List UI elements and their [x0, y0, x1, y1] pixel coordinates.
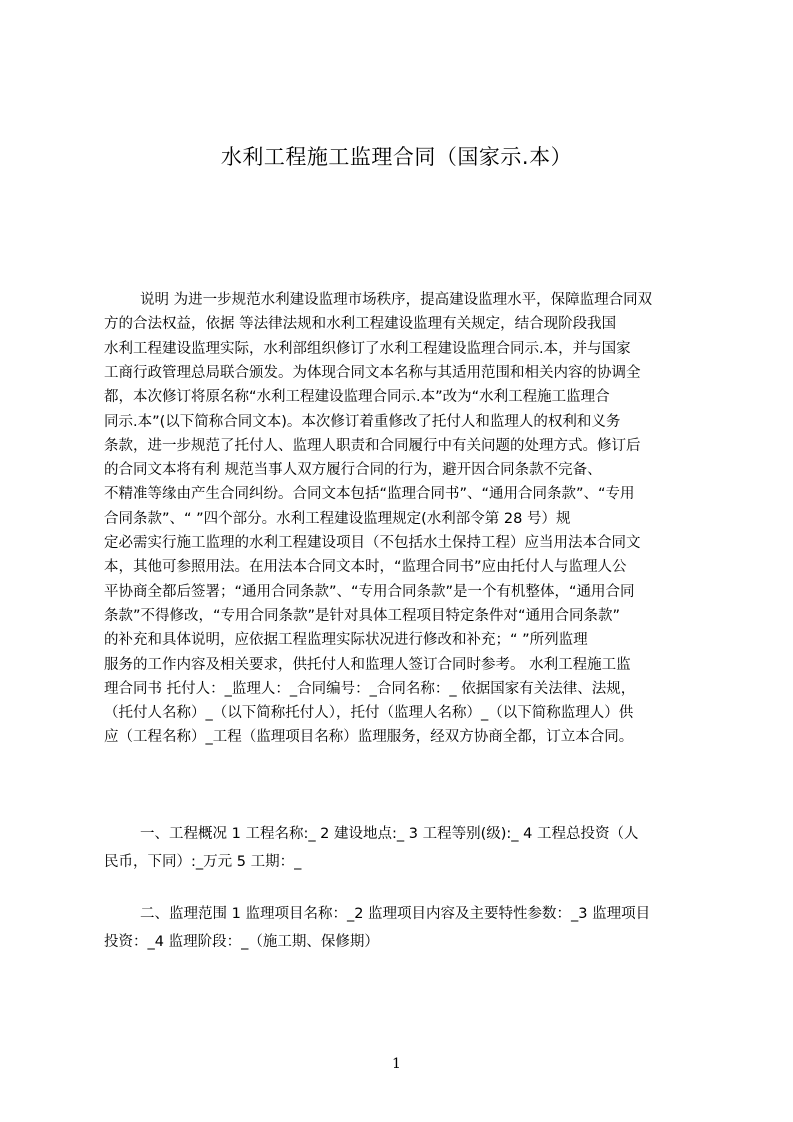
text-line: 合同条款”、“ ”四个部分。水利工程建设监理规定(水利部令第 28 号）规 [104, 510, 571, 527]
text-line: 的补充和具体说明，应依据工程监理实际状况进行修改和补充；“ ”所列监理 [104, 632, 588, 649]
text-line: 水利工程建设监理实际，水利部组织修订了水利工程建设监理合同示.本，并与国家 [104, 340, 631, 357]
text-line: （托付人名称）_（以下简称托付人），托付（监理人名称）_（以下简称监理人）供 [104, 705, 634, 722]
document-title: 水利工程施工监理合同（国家示.本） [220, 145, 573, 169]
text-line: 说明 为进一步规范水利建设监理市场秩序，提高建设监理水平，保障监理合同双 [140, 292, 653, 308]
text-line: 平协商全都后签署；“通用合同条款”、“专用合同条款”是一个有机整体，“通用合同 [104, 583, 635, 600]
text-line: 定必需实行施工监理的水利工程建设项目（不包括水土保持工程）应当用法本合同文 [104, 535, 641, 551]
text-line: 同示.本”(以下简称合同文本)。本次修订着重修改了托付人和监理人的权利和义务 [104, 413, 621, 430]
text-line: 都，本次修订将原名称“水利工程建设监理合同示.本”改为“水利工程施工监理合 [104, 389, 610, 406]
text-line: 一、工程概况 1 工程名称:_ 2 建设地点:_ 3 工程等别(级):_ 4 工程总投资（人 [140, 826, 639, 842]
text-line: 服务的工作内容及相关要求，供托付人和监理人签订合同时参考。 水利工程施工监 [104, 656, 631, 673]
text-line: 条款，进一步规范了托付人、监理人职责和合同履行中有关问题的处理方式。修订后 [104, 437, 641, 454]
text-line: 方的合法权益，依据 等法律法规和水利工程建设监理有关规定，结合现阶段我国 [104, 316, 617, 333]
text-line: 工商行政管理总局联合颁发。为体现合同文本名称与其适用范围和相关内容的协调全 [104, 364, 641, 381]
text-line: 应（工程名称）_工程（监理项目名称）监理服务，经双方协商全都，订立本合同。 [104, 729, 634, 746]
text-line: 民币，下同）:_万元 5 工期：_ [104, 854, 302, 870]
text-line: 二、监理范围 1 监理项目名称：_2 监理项目内容及主要特性参数：_3 监理项目 [140, 906, 651, 922]
text-line: 不精准等缘由产生合同纠纷。合同文本包括“监理合同书”、“通用合同条款”、“专用 [104, 486, 635, 503]
text-line: 条款”不得修改，“专用合同条款”是针对具体工程项目特定条件对“通用合同条款” [104, 607, 621, 624]
text-line: 理合同书 托付人：_监理人：_合同编号：_合同名称：_ 依据国家有关法律、法规， [104, 680, 636, 697]
text-line: 投资：_4 监理阶段：_（施工期、保修期） [104, 934, 379, 950]
text-line: 本，其他可参照用法。在用法本合同文本时，“监理合同书”应由托付人与监理人公 [104, 559, 627, 576]
page-number: 1 [392, 1056, 401, 1072]
text-line: 的合同文本将有利 规范当事人双方履行合同的行为，避开因合同条款不完备、 [104, 462, 602, 479]
